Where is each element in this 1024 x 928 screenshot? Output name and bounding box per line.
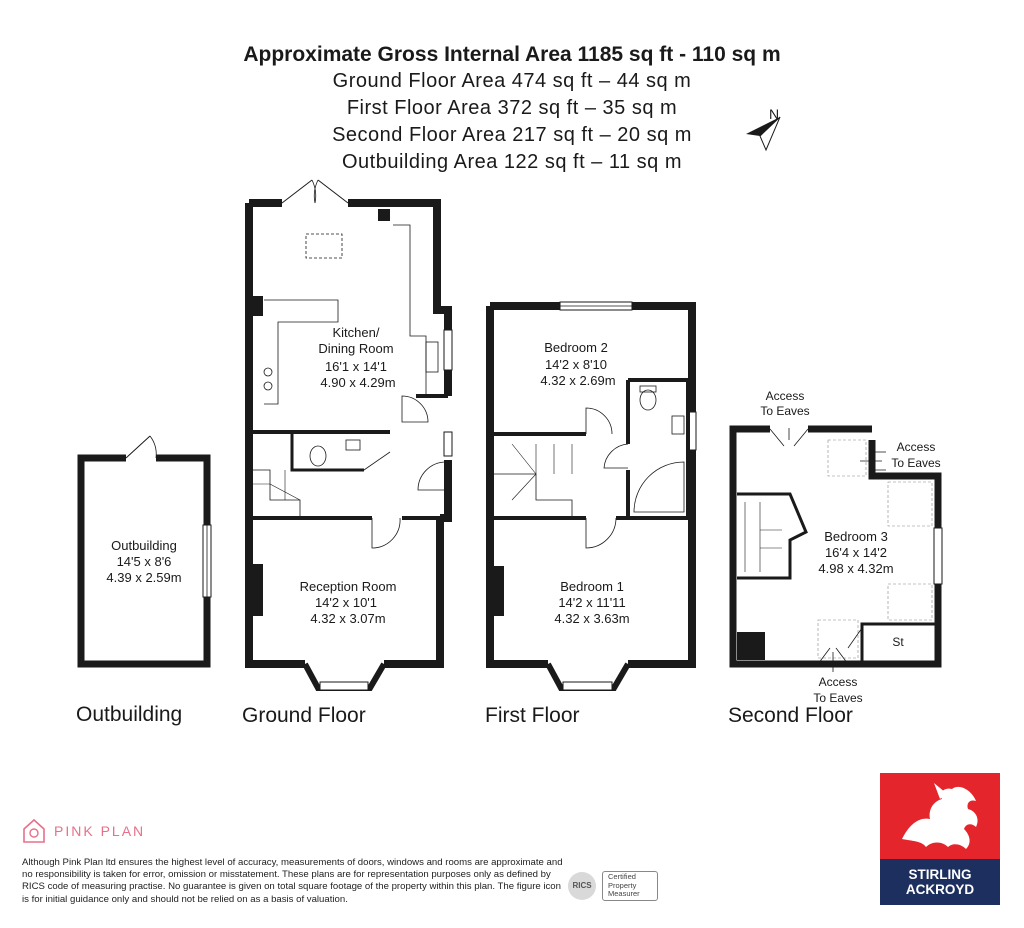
rics-cert-line3: Measurer	[608, 889, 640, 898]
second-floor-area: Second Floor Area 217 sq ft – 20 sq m	[332, 124, 692, 146]
eaves-right-line2: To Eaves	[891, 456, 941, 470]
pink-plan-brand: PINK PLAN	[54, 823, 146, 839]
reception-room-metric: 4.32 x 3.07m	[310, 611, 386, 626]
bedroom-2-imperial: 14'2 x 8'10	[544, 357, 608, 372]
bedroom-3-imperial: 16'4 x 14'2	[824, 545, 888, 560]
ground-floor-plan	[249, 180, 452, 690]
eaves-bottom-line2: To Eaves	[813, 691, 863, 705]
kitchen-room-name-2: Dining Room	[318, 341, 394, 356]
first-floor-area: First Floor Area 372 sq ft – 35 sq m	[346, 97, 678, 119]
ground-floor-area: Ground Floor Area 474 sq ft – 44 sq m	[332, 70, 692, 92]
bedroom-3-name: Bedroom 3	[824, 529, 888, 544]
pink-plan-logo	[22, 818, 145, 844]
kitchen-room-name: Kitchen/	[332, 325, 380, 340]
first-floor-label: First Floor	[485, 704, 580, 727]
stirling-ackroyd-logo	[880, 773, 1000, 905]
kitchen-room-imperial: 16'1 x 14'1	[324, 359, 388, 374]
bedroom-2-metric: 4.32 x 2.69m	[540, 373, 616, 388]
bedroom-1-imperial: 14'2 x 11'11	[558, 595, 626, 610]
north-compass-icon	[746, 106, 780, 150]
outbuilding-room-metric: 4.39 x 2.59m	[106, 570, 182, 585]
griffin-emblem	[880, 773, 1000, 859]
agent-name	[880, 859, 1000, 905]
rics-cert-line2: Property	[608, 880, 637, 890]
first-floor-plan	[490, 302, 696, 690]
reception-room-imperial: 14'2 x 10'1	[314, 595, 378, 610]
bedroom-3-metric: 4.98 x 4.32m	[818, 561, 894, 576]
compass-north-label: N	[769, 106, 780, 122]
outbuilding-plan	[81, 436, 211, 664]
agent-name-line1: STIRLING	[908, 867, 972, 882]
outbuilding-floor-label: Outbuilding	[76, 703, 183, 726]
rics-certified-text	[602, 871, 658, 901]
bedroom-2-name: Bedroom 2	[544, 340, 608, 355]
eaves-top-line1: Access	[765, 389, 805, 403]
store-label: St	[892, 635, 904, 649]
reception-room-name: Reception Room	[299, 579, 397, 594]
griffin-icon	[880, 773, 1000, 859]
second-floor-label: Second Floor	[728, 704, 853, 727]
area-title: Approximate Gross Internal Area 1185 sq ft - 110 sq m	[243, 43, 781, 66]
bedroom-1-metric: 4.32 x 3.63m	[554, 611, 630, 626]
disclaimer-text: Although Pink Plan ltd ensures the highest level of accuracy, measurements of doors, windows and rooms are approximate and no responsibility is taken for error, omission or misstatement. These plans are for representation purposes only as defined by RICS code of measuring practise. No guarantee is given on total square footage of the property within this plan. The figure icon is for initial guidance only and should not be relied on as a basis of valuation.	[22, 857, 563, 905]
outbuilding-room-name: Outbuilding	[111, 538, 177, 553]
outbuilding-area: Outbuilding Area 122 sq ft – 11 sq m	[341, 151, 683, 173]
kitchen-room-metric: 4.90 x 4.29m	[320, 375, 396, 390]
second-floor-plan	[733, 389, 942, 705]
eaves-right-line1: Access	[896, 440, 936, 454]
eaves-bottom-line1: Access	[818, 675, 858, 689]
rics-cert-line1: Certified	[608, 872, 636, 881]
rics-logo-icon: RICS	[568, 872, 596, 900]
outbuilding-room-imperial: 14'5 x 8'6	[116, 554, 172, 569]
agent-name-line2: ACKROYD	[905, 882, 975, 897]
ground-floor-label: Ground Floor	[242, 704, 366, 727]
bedroom-1-name: Bedroom 1	[560, 579, 624, 594]
eaves-top-line2: To Eaves	[760, 404, 810, 418]
pink-plan-house-icon	[22, 818, 46, 844]
rics-certified-badge	[568, 871, 658, 901]
